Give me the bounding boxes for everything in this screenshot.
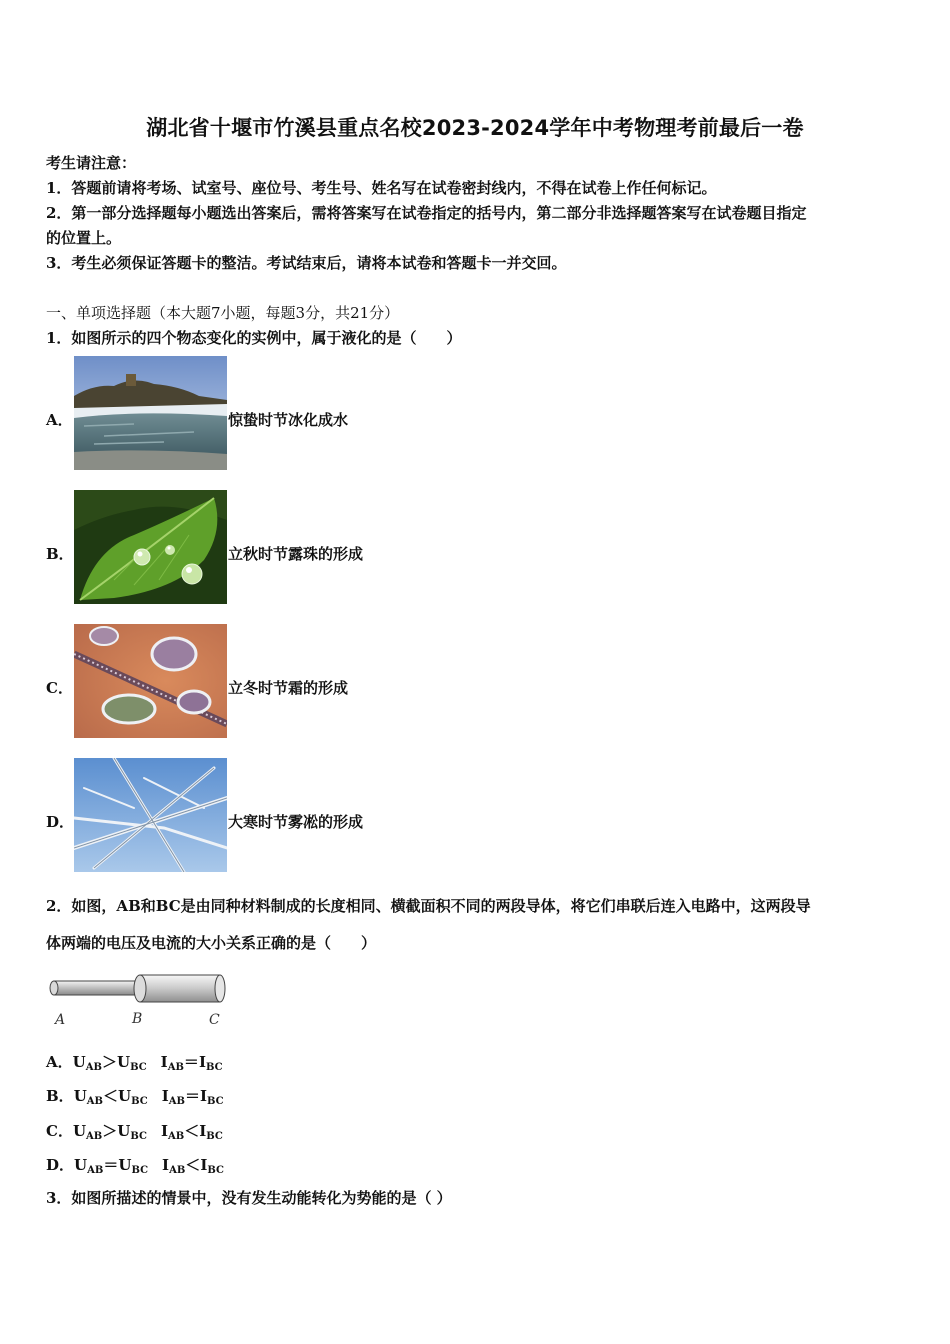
rime-on-branches-photo bbox=[74, 758, 227, 872]
question-2-option-a[interactable] bbox=[46, 1051, 223, 1073]
note-item-1: 1．答题前请将考场、试室号、座位号、考生号、姓名写在试卷密封线内，不得在试卷上作任何标记。 bbox=[46, 179, 717, 197]
sub-bc: BC bbox=[207, 1096, 224, 1107]
relation: ＜ bbox=[103, 1087, 119, 1105]
u-symbol: U bbox=[117, 1122, 131, 1140]
frost-on-leaves-photo bbox=[74, 624, 227, 738]
option-caption: 立秋时节露珠的形成 bbox=[228, 545, 364, 563]
question-2-option-d[interactable] bbox=[46, 1154, 224, 1176]
relation: ＞ bbox=[102, 1122, 118, 1140]
i-symbol: I bbox=[199, 1087, 208, 1105]
i-symbol: I bbox=[162, 1156, 170, 1174]
option-letter: C． bbox=[46, 679, 73, 697]
relation: ＜ bbox=[185, 1156, 201, 1174]
relation: ＞ bbox=[101, 1053, 117, 1071]
melting-ice-lake-photo bbox=[74, 356, 227, 470]
question-2-stem-continued: 体两端的电压及电流的大小关系正确的是（ ） bbox=[46, 934, 377, 952]
note-item-2-continued: 的位置上。 bbox=[46, 229, 122, 247]
sub-ab: AB bbox=[167, 1062, 184, 1073]
option-letter: B． bbox=[46, 545, 74, 563]
relation: ＝ bbox=[103, 1156, 119, 1174]
question-3-stem: 3．如图所描述的情景中，没有发生动能转化为势能的是（ ） bbox=[46, 1189, 452, 1207]
relation: ＜ bbox=[184, 1122, 200, 1140]
i-symbol: I bbox=[160, 1122, 169, 1140]
question-1-option-c[interactable] bbox=[46, 624, 646, 740]
note-item-3: 3．考生必须保证答题卡的整洁。考试结束后，请将本试卷和答题卡一并交回。 bbox=[46, 254, 567, 272]
option-letter: B． bbox=[46, 1087, 74, 1105]
sub-bc: BC bbox=[130, 1062, 147, 1073]
option-letter: D． bbox=[46, 1156, 75, 1174]
question-1-option-b[interactable] bbox=[46, 490, 646, 606]
u-symbol: U bbox=[72, 1122, 87, 1140]
note-item-2: 2．第一部分选择题每小题选出答案后，需将答案写在试卷指定的括号内，第二部分非选择题答案写在试卷题目指定 bbox=[46, 204, 807, 222]
sub-ab: AB bbox=[169, 1165, 186, 1176]
u-symbol: U bbox=[116, 1053, 131, 1071]
sub-bc: BC bbox=[206, 1131, 223, 1142]
i-symbol: I bbox=[198, 1053, 206, 1071]
question-1-option-a[interactable] bbox=[46, 356, 646, 472]
question-2-option-b[interactable] bbox=[46, 1085, 224, 1107]
relation: ＝ bbox=[184, 1087, 200, 1105]
question-2-stem: 2．如图，AB和BC是由同种材料制成的长度相同、横截面积不同的两段导体，将它们串联后连入电路中，这两段导 bbox=[46, 897, 811, 915]
page-title: 湖北省十堰市竹溪县重点名校2023-2024学年中考物理考前最后一卷 bbox=[146, 116, 804, 140]
i-symbol: I bbox=[160, 1053, 168, 1071]
option-letter: C． bbox=[46, 1122, 73, 1140]
sub-ab: AB bbox=[168, 1131, 185, 1142]
sub-bc: BC bbox=[130, 1131, 147, 1142]
sub-bc: BC bbox=[131, 1096, 148, 1107]
sub-ab: AB bbox=[86, 1096, 103, 1107]
sub-ab: AB bbox=[86, 1131, 103, 1142]
option-caption: 大寒时节雾凇的形成 bbox=[228, 813, 364, 831]
label-c: C bbox=[209, 1012, 220, 1028]
conductor-figure bbox=[46, 970, 236, 1032]
label-b: B bbox=[132, 1011, 143, 1027]
sub-bc: BC bbox=[131, 1165, 149, 1176]
option-letter: A． bbox=[46, 1053, 73, 1071]
label-a: A bbox=[55, 1012, 66, 1028]
sub-ab: AB bbox=[87, 1165, 104, 1176]
sub-bc: BC bbox=[205, 1062, 223, 1073]
section-heading: 一、单项选择题（本大题7小题，每题3分，共21分） bbox=[46, 304, 400, 322]
option-caption: 惊蛰时节冰化成水 bbox=[228, 411, 349, 429]
u-symbol: U bbox=[73, 1087, 87, 1105]
u-symbol: U bbox=[118, 1156, 132, 1174]
sub-ab: AB bbox=[85, 1062, 102, 1073]
u-symbol: U bbox=[118, 1087, 132, 1105]
option-letter: D． bbox=[46, 813, 75, 831]
question-1-stem: 1．如图所示的四个物态变化的实例中，属于液化的是（ ） bbox=[46, 329, 462, 347]
option-caption: 立冬时节霜的形成 bbox=[228, 679, 349, 697]
question-1-option-d[interactable] bbox=[46, 758, 646, 874]
sub-bc: BC bbox=[207, 1165, 224, 1176]
option-letter: A． bbox=[46, 411, 73, 429]
notes-heading: 考生请注意： bbox=[46, 154, 137, 172]
dew-on-leaf-photo bbox=[74, 490, 227, 604]
question-2-option-c[interactable] bbox=[46, 1120, 223, 1142]
i-symbol: I bbox=[200, 1156, 208, 1174]
sub-ab: AB bbox=[168, 1096, 185, 1107]
u-symbol: U bbox=[74, 1156, 88, 1174]
u-symbol: U bbox=[72, 1053, 86, 1071]
i-symbol: I bbox=[199, 1122, 207, 1140]
relation: ＝ bbox=[183, 1053, 199, 1071]
i-symbol: I bbox=[161, 1087, 169, 1105]
